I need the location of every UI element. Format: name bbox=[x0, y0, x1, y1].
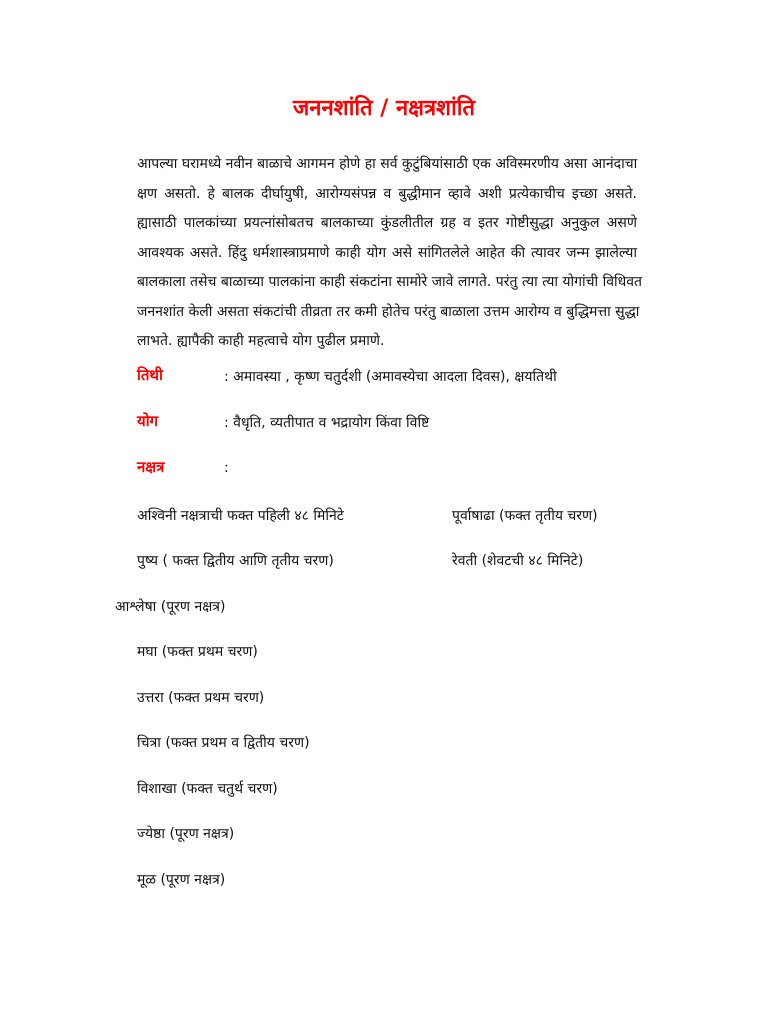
intro-line: आपल्या घरामध्ये नवीन बाळाचे आगमन होणे हा सर्व कुटुंबियांसाठी एक अविस्मरणीय असा आनंदाचा bbox=[137, 156, 638, 172]
page-title: जननशांति / नक्षत्रशांति bbox=[292, 96, 476, 121]
intro-line: बालकाला तसेच बाळाच्या पालकांना काही संकटांना सामोरे जावे लागते. परंतु त्या त्या योगांची विधिवत bbox=[137, 274, 643, 290]
nakshatra-label: नक्षत्र bbox=[137, 458, 165, 476]
nakshatra-item: पुष्य ( फक्त द्वितीय आणि तृतीय चरण) bbox=[137, 553, 334, 569]
nakshatra-value: : bbox=[224, 460, 229, 476]
nakshatra-item: मूळ (पूरण नक्षत्र) bbox=[137, 872, 226, 888]
nakshatra-item: मघा (फक्त प्रथम चरण) bbox=[137, 644, 258, 660]
tithi-label: तिथी bbox=[137, 366, 163, 384]
nakshatra-item: ज्येष्ठा (पूरण नक्षत्र) bbox=[137, 826, 235, 842]
nakshatra-item: पूर्वाषाढा (फक्त तृतीय चरण) bbox=[452, 508, 598, 524]
tithi-value: : अमावस्या , कृष्ण चतुर्दशी (अमावस्येचा आदला दिवस), क्षयतिथी bbox=[224, 369, 557, 385]
intro-line: जननशांत केली असता संकटांची तीव्रता तर कमी होतेच परंतु बाळाला उत्तम आरोग्य व बुद्धिमत्ता सुद्धा bbox=[137, 303, 640, 320]
nakshatra-item: चित्रा (फक्त प्रथम व द्वितीय चरण) bbox=[137, 735, 310, 751]
nakshatra-item: उत्तरा (फक्त प्रथम चरण) bbox=[137, 690, 265, 706]
nakshatra-item: आश्लेषा (पूरण नक्षत्र) bbox=[115, 599, 226, 615]
nakshatra-item: अश्विनी नक्षत्राची फक्त पहिली ४८ मिनिटे bbox=[137, 508, 344, 524]
nakshatra-item: रेवती (शेवटची ४८ मिनिटे) bbox=[452, 553, 584, 569]
intro-line: क्षण असतो. हे बालक दीर्घायुषी, आरोग्यसंपन्न व बुद्धीमान व्हावे अशी प्रत्येकाचीच इच्छा असते. bbox=[137, 185, 637, 202]
nakshatra-item: विशाखा (फक्त चतुर्थ चरण) bbox=[137, 781, 278, 797]
intro-line: लाभते. ह्यापैकी काही महत्वाचे योग पुढील प्रमाणे. bbox=[137, 333, 385, 349]
intro-paragraph bbox=[137, 150, 643, 357]
intro-line: आवश्यक असते. हिंदु धर्मशास्त्राप्रमाणे काही योग असे सांगितलेले आहेत की त्यावर जन्म झालेल्या bbox=[137, 244, 637, 261]
intro-line: ह्यासाठी पालकांच्या प्रयत्नांसोबतच बालकाच्या कुंडलीतील ग्रह व इतर गोष्टीसुद्धा अनुकुल असणे bbox=[137, 215, 637, 231]
yog-label: योग bbox=[137, 412, 159, 430]
yog-value: : वैधृति, व्यतीपात व भद्रायोग किंवा विष्टि bbox=[224, 415, 430, 431]
